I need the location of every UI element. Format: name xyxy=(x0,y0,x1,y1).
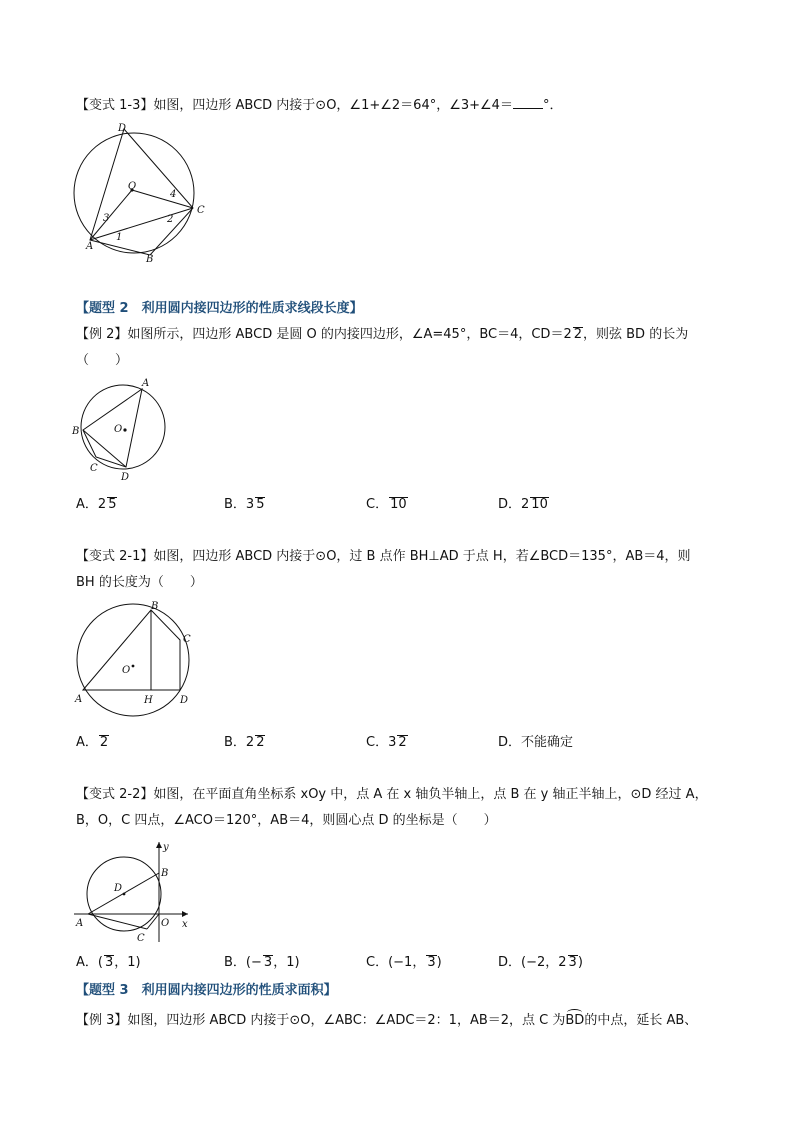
variant-2-1-line-1: 【变式 2-1】如图，四边形 ABCD 内接于⊙O，过 B 点作 BH⊥AD 于点 H，若∠BCD＝135°，AB＝4，则 xyxy=(76,549,691,564)
option-label: A． xyxy=(76,735,98,750)
example-2-text: 【例 2】如图所示，四边形 ABCD 是圆 O 的内接四边形，∠A=45°，BC＝4，CD＝2 xyxy=(76,327,572,342)
option-pre: (−2，2 xyxy=(521,955,567,970)
option-coef: 2 xyxy=(245,735,255,750)
option-label: B． xyxy=(224,955,246,970)
label-C: C xyxy=(197,205,205,216)
option-label: B． xyxy=(224,497,246,512)
label-D: D xyxy=(180,695,189,706)
label-O: O xyxy=(161,918,170,929)
label-A: A xyxy=(76,918,84,929)
label-A: A xyxy=(86,241,94,252)
label-B: B xyxy=(161,868,169,879)
label-B: B xyxy=(146,254,154,265)
answer-blank xyxy=(513,96,543,109)
option-post: ) xyxy=(436,955,442,970)
example-2-option-d xyxy=(498,496,549,514)
label-C: C xyxy=(137,933,145,944)
option-radical: 5 xyxy=(256,497,265,512)
option-label: C． xyxy=(366,955,389,970)
example-3-text-end: 的中点，延长 AB、 xyxy=(584,1013,698,1028)
label-O: O xyxy=(122,665,131,676)
label-D: D xyxy=(121,472,130,483)
example-2-option-a xyxy=(76,496,117,514)
figure-variant-2-2 xyxy=(70,838,200,946)
option-coef: 3 xyxy=(245,497,255,512)
option-radical: 5 xyxy=(108,497,117,512)
label-x: x xyxy=(182,919,188,930)
label-C: C xyxy=(183,634,191,645)
option-label: A． xyxy=(76,955,98,970)
figure-example-2 xyxy=(70,372,180,483)
option-label: D． xyxy=(498,497,522,512)
option-label: B． xyxy=(224,735,246,750)
label-C: C xyxy=(90,463,98,474)
label-B: B xyxy=(151,601,159,612)
label-H: H xyxy=(144,695,153,706)
label-D: D xyxy=(114,883,123,894)
option-radical: 3 xyxy=(427,955,436,970)
option-radical: 3 xyxy=(568,955,577,970)
option-post: ，1) xyxy=(114,955,141,970)
option-pre: ( xyxy=(245,955,251,970)
variant-2-1-option-a xyxy=(76,734,109,752)
option-post: ) xyxy=(577,955,583,970)
option-pre: ( xyxy=(97,955,103,970)
option-label: C． xyxy=(366,497,389,512)
section-title-type-3: 【题型 3 利用圆内接四边形的性质求面积】 xyxy=(76,983,337,998)
example-3-text: 【例 3】如图，四边形 ABCD 内接于⊙O，∠ABC：∠ADC＝2：1，AB＝2，点 C 为 xyxy=(76,1013,566,1028)
variant-2-1-option-d xyxy=(498,734,573,752)
variant-1-3-question xyxy=(76,96,562,115)
arc-label: BD xyxy=(565,1013,585,1028)
option-coef: 2 xyxy=(521,497,530,512)
label-A: A xyxy=(75,694,83,705)
variant-2-1-option-b xyxy=(224,734,265,752)
label-B: B xyxy=(72,426,80,437)
label-3: 3 xyxy=(103,213,110,224)
variant-2-2-option-c xyxy=(366,954,442,972)
label-2: 2 xyxy=(167,214,174,225)
option-text: 不能确定 xyxy=(521,735,574,750)
option-radical: 10 xyxy=(531,497,548,512)
label-O: O xyxy=(114,424,123,435)
arc-BD xyxy=(565,1012,584,1030)
option-radical: 2 xyxy=(256,735,265,750)
option-radical: 2 xyxy=(398,735,407,750)
label-y: y xyxy=(163,842,169,853)
example-2-question xyxy=(76,326,688,344)
option-radical: 10 xyxy=(390,497,407,512)
variant-1-3-text: 【变式 1-3】如图，四边形 ABCD 内接于⊙O，∠1+∠2＝64°，∠3+∠4＝ xyxy=(76,98,513,113)
example-3-question xyxy=(76,1012,697,1030)
example-2-text-end: ，则弦 BD 的长为 xyxy=(583,327,689,342)
variant-2-1-option-c xyxy=(366,734,408,752)
option-neg: − xyxy=(251,955,262,970)
option-label: D． xyxy=(498,955,522,970)
option-radical: 3 xyxy=(263,955,273,970)
label-4: 4 xyxy=(170,189,177,200)
option-radical: 3 xyxy=(104,955,114,970)
variant-2-1-line-2: BH 的长度为（ ） xyxy=(76,575,203,590)
example-2-paren: （ ） xyxy=(76,353,129,368)
label-O: O xyxy=(128,181,137,192)
label-A: A xyxy=(142,378,150,389)
variant-2-2-line-2: B，O，C 四点，∠ACO＝120°，AB＝4，则圆心点 D 的坐标是（ ） xyxy=(76,813,497,828)
option-post: ，1) xyxy=(273,955,300,970)
example-2-option-c xyxy=(366,496,408,514)
example-2-option-b xyxy=(224,496,265,514)
option-label: D． xyxy=(498,735,522,750)
label-1: 1 xyxy=(116,232,123,243)
sqrt-value: 2 xyxy=(573,327,582,342)
figure-variant-2-1 xyxy=(70,600,200,718)
option-radical: 2 xyxy=(99,735,109,750)
option-label: A． xyxy=(76,497,98,512)
variant-2-2-line-1: 【变式 2-2】如图，在平面直角坐标系 xOy 中，点 A 在 x 轴负半轴上，点 B 在 y 轴正半轴上，⊙D 经过 A， xyxy=(76,787,708,802)
option-pre: (−1， xyxy=(388,955,426,970)
option-coef: 2 xyxy=(97,497,107,512)
variant-1-3-text-end: °． xyxy=(542,98,563,113)
variant-2-2-option-d xyxy=(498,954,583,972)
option-label: C． xyxy=(366,735,389,750)
variant-2-2-option-b xyxy=(224,954,300,972)
variant-2-2-option-a xyxy=(76,954,141,972)
figure-variant-1-3 xyxy=(70,118,210,268)
option-coef: 3 xyxy=(388,735,397,750)
section-title-type-2: 【题型 2 利用圆内接四边形的性质求线段长度】 xyxy=(76,301,363,316)
label-D: D xyxy=(118,123,127,134)
